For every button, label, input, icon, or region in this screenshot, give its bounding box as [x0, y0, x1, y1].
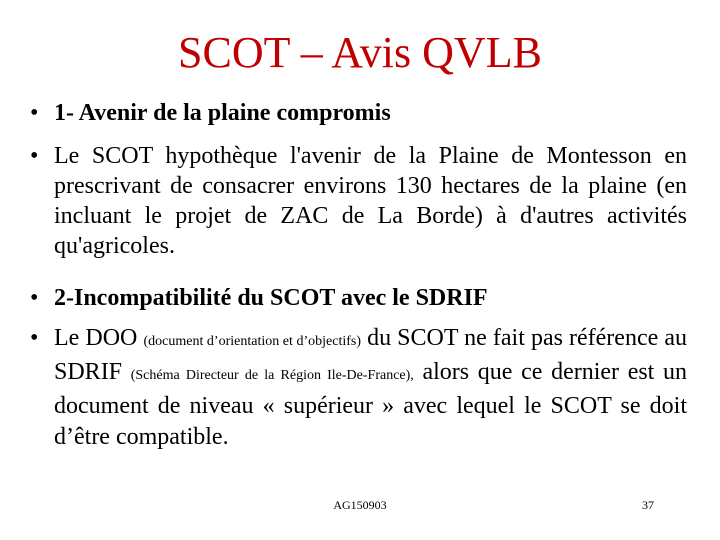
bullet-item: [30, 141, 687, 261]
page-number: 37: [642, 498, 654, 512]
slide-title: SCOT – Avis QVLB: [178, 28, 542, 77]
bullet-parenthetical: (document d’orientation et d’objectifs): [143, 334, 362, 349]
bullet-text: [54, 323, 687, 453]
bullet-text-part: du SCOT ne fait pas référence au SDRIF: [54, 325, 687, 385]
bullet-text-part: Le DOO: [54, 325, 138, 351]
bullet-heading-1: 1- Avenir de la plaine compromis: [54, 100, 391, 126]
bullet-text: Le SCOT hypothèque l'avenir de la Plaine de Montesson en prescrivant de consacrer environs 130 hectares de la plaine (en incluant le projet de ZAC de La Borde) à d'autres activités qu'agricoles.: [54, 143, 687, 259]
bullet-parenthetical: (Schéma Directeur de la Région Ile-De-France),: [130, 368, 414, 383]
bullet-heading-2: 2-Incompatibilité du SCOT avec le SDRIF: [54, 285, 488, 311]
footer-code: AG150903: [333, 498, 387, 512]
bullet-text-part: alors que ce dernier est un document de niveau « supérieur » avec lequel le SCOT se doit d’être compatible.: [54, 359, 688, 450]
bullet-item: [30, 323, 687, 453]
bullet-dot: •: [30, 285, 39, 311]
bullet-dot: •: [30, 100, 39, 126]
bullet-dot: •: [30, 325, 39, 351]
bullet-item: [30, 98, 687, 128]
bullet-dot: •: [30, 143, 39, 169]
bullet-item: [30, 283, 687, 313]
